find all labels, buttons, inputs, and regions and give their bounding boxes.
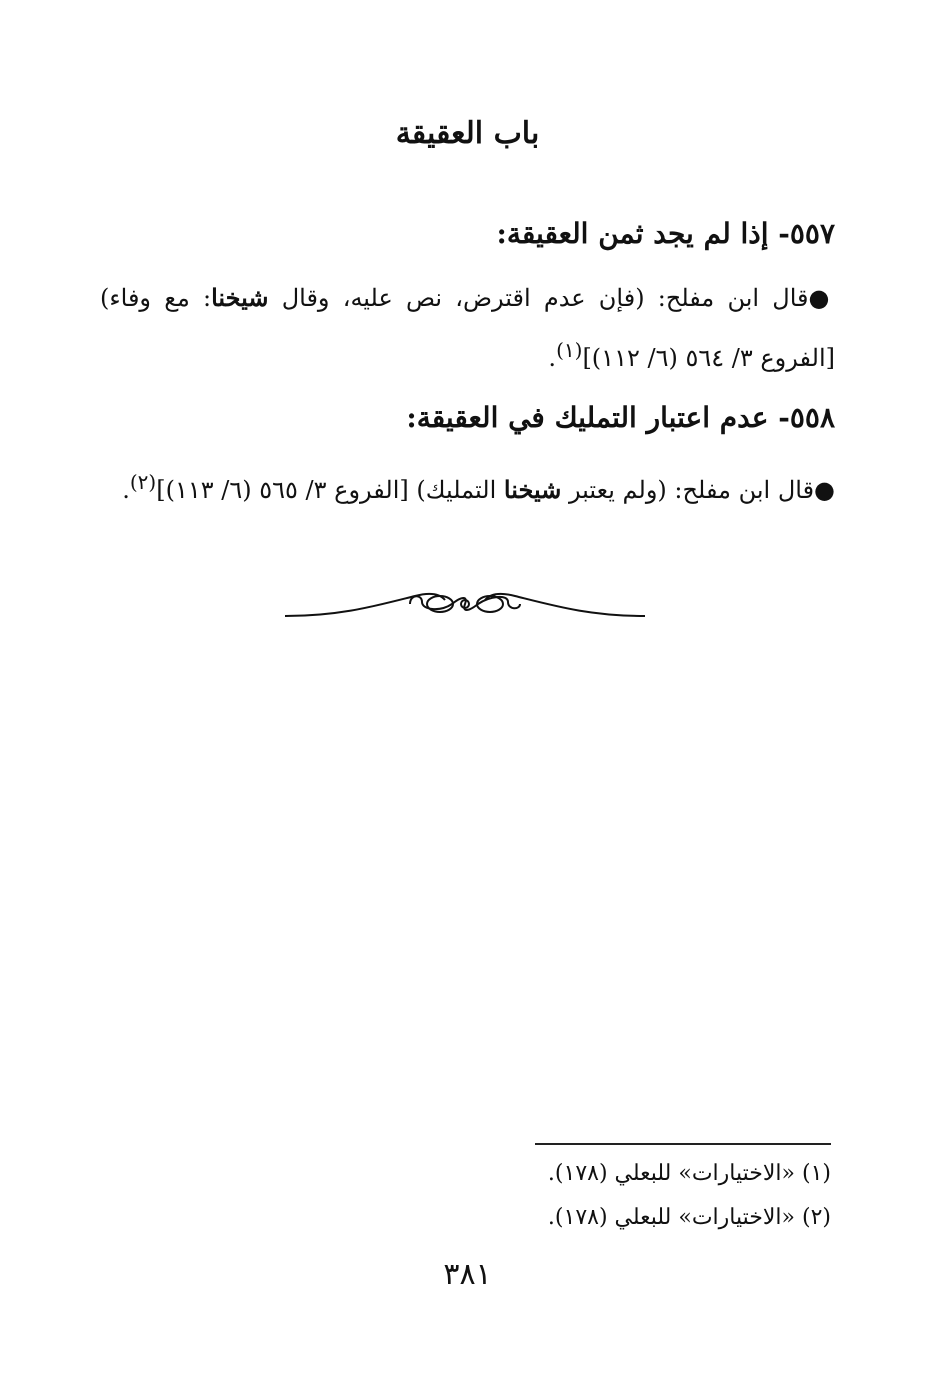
divider-ornament — [280, 582, 650, 630]
entry-text-prefix: قال ابن مفلح: (فإن عدم اقترض، نص عليه، وقال — [268, 284, 809, 312]
entry-end-punct: . — [548, 344, 557, 372]
entry-heading-557: ٥٥٧- إذا لم يجد ثمن العقيقة: — [496, 217, 835, 250]
footnote-separator — [535, 1143, 831, 1145]
footnote-2: (٢) «الاختيارات» للبعلي (١٧٨). — [547, 1205, 831, 1230]
entry-text-suffix: التمليك) [الفروع ٣/ ٥٦٥ (٦/ ١١٣)] — [156, 476, 504, 504]
entry-heading-558: ٥٥٨- عدم اعتبار التمليك في العقيقة: — [406, 401, 835, 434]
entry-text-suffix: : مع وفاء) [الفروع ٣/ ٥٦٤ (٦/ ١١٢)] — [100, 284, 835, 372]
entry-text-bold: شيخنا — [211, 283, 269, 312]
chapter-title: باب العقيقة — [395, 116, 540, 151]
footnote-marker: (١) — [556, 338, 583, 362]
footnote-1: (١) «الاختيارات» للبعلي (١٧٨). — [547, 1161, 831, 1186]
entry-body-557 — [100, 272, 835, 384]
bullet-icon: ● — [814, 475, 835, 504]
entry-body-558 — [100, 456, 835, 516]
page-number: ٣٨١ — [443, 1257, 492, 1292]
entry-end-punct: . — [122, 476, 130, 504]
entry-text-prefix: قال ابن مفلح: (ولم يعتبر — [561, 476, 815, 504]
footnote-marker: (٢) — [129, 470, 157, 494]
entry-text-bold: شيخنا — [503, 475, 562, 504]
bullet-icon: ● — [808, 283, 835, 312]
